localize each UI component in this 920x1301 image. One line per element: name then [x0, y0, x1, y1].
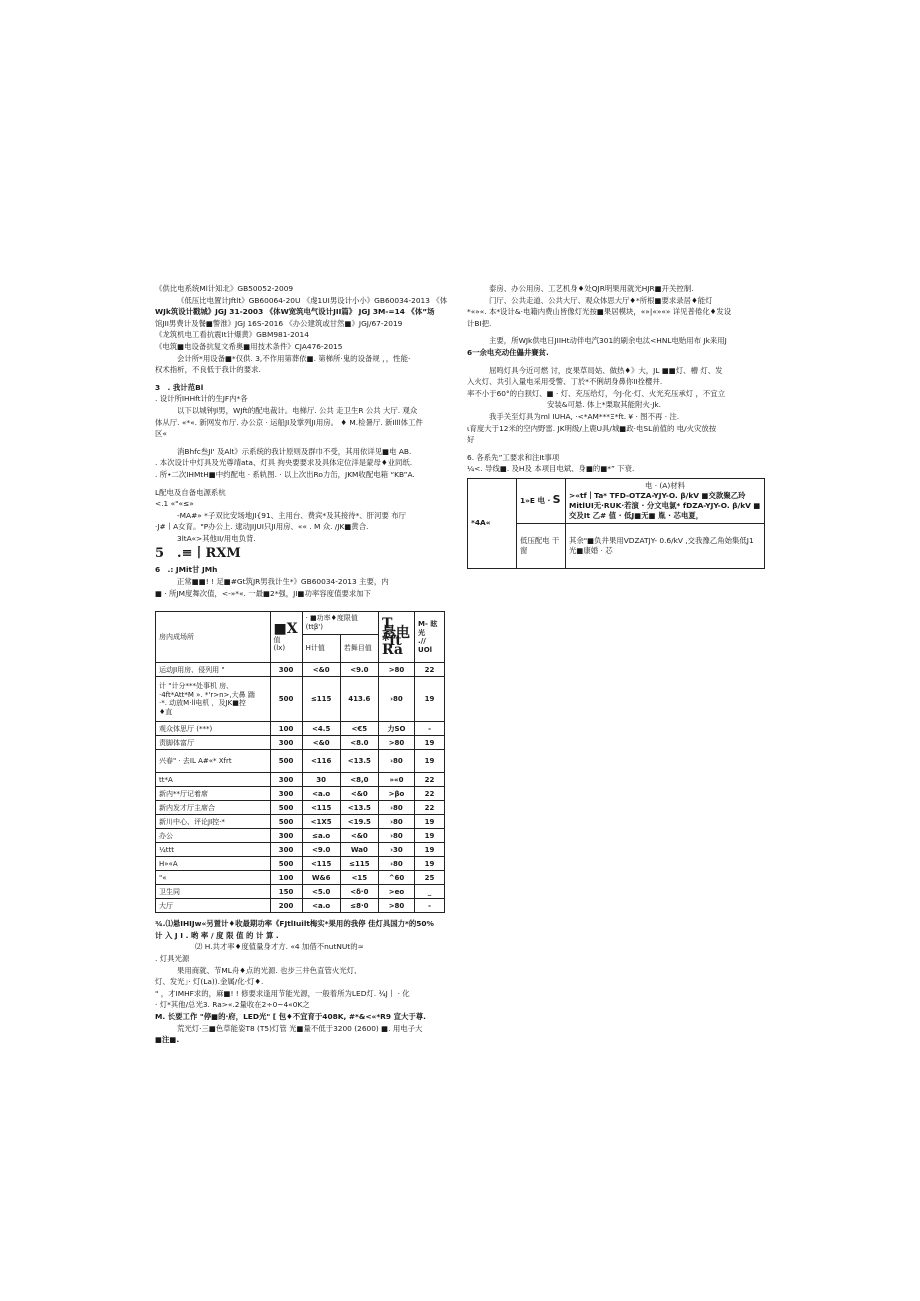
cell-room: 新川中心、评论JI控·* — [156, 815, 271, 829]
body-line: 消Bhfc叁JI' 及Alt》示系统的我计原则及群巾不受，其用依详见■电 AB. — [177, 446, 412, 456]
cell-ra: >eo — [378, 885, 414, 899]
cell-ra: >βo — [378, 787, 414, 801]
mat-row2-type: 低压配电 干窗 — [517, 523, 566, 568]
cable-material-table — [467, 478, 765, 569]
table-row — [156, 829, 445, 843]
cell-target: <13.5 — [340, 801, 378, 815]
body-line: 正常■■! ! 足■#Gt筑JR男我计生*》GB60034-2013 主要，内 — [177, 577, 389, 587]
body-line: 果用商就、节ML舟♦点的光源. 也步三井色直管火光灯、 — [177, 965, 362, 975]
cell-ra: >80 — [378, 736, 414, 750]
body-line: M. 长要工作 "停■的·府，LED光" [ 包♦不宜育于408K, #*&<«*R9 宣大于尊. — [155, 1012, 426, 1021]
body-line: 权术指析，不良低于我计的要求. — [155, 365, 261, 375]
cell-ugr: 19 — [415, 829, 445, 843]
cell-lpd: ≤a.o — [302, 829, 340, 843]
cell-ra: >80 — [378, 899, 414, 913]
cell-room: 新内发才厅主席合 — [156, 801, 271, 815]
cell-ra: ›80 — [378, 677, 414, 722]
section-lamp-title: . 灯具光源 — [155, 954, 190, 964]
body-line: 屈鸣灯具今近可燃 讨，皮果草局姑、做热♦》大，JL ■■灯、槽 灯、发 — [489, 365, 723, 375]
cell-target: <8,0 — [340, 773, 378, 787]
cell-room: 观众体思厅 (***) — [156, 722, 271, 736]
cell-lux: 300 — [270, 663, 302, 677]
table-row — [156, 787, 445, 801]
table-row — [156, 722, 445, 736]
header-lpd-target: 若舞目值 — [340, 634, 378, 663]
cell-ra: 力SO — [378, 722, 414, 736]
cell-target: <19.5 — [340, 815, 378, 829]
cell-target: 413.6 — [340, 677, 378, 722]
body-line: 会计所*用设备■*仅供. 3,不作用第葬依■. 第梯所·鬼的设备规 ，，性能· — [177, 353, 411, 363]
body-line: . 本次设计中灯具及光尊靖ata、灯具 拘央要要求及具体定位洋是蒙母♦业同纸. — [155, 458, 413, 468]
standard-line: 馆JII男费计及餐■警淮》JGJ 16S-2016 《办公建筑或甘然■》JGJ/67-2019 — [155, 318, 403, 328]
body-line: 入火灯、共引入量电采用受警、丁於*不俐胡身鼻你II拴樱井. — [467, 377, 663, 387]
body-line: 6一余电充动住儡井賽贫. — [467, 347, 549, 357]
cell-lux: 100 — [270, 871, 302, 885]
cell-lpd: <&0 — [302, 663, 340, 677]
cell-lpd: <4.5 — [302, 722, 340, 736]
cell-ugr: 19 — [415, 736, 445, 750]
cell-lux: 100 — [270, 722, 302, 736]
cell-lux: 300 — [270, 829, 302, 843]
section-6-title: 6. 各系先”工要求和注It事项 — [467, 452, 560, 462]
cell-target: ≤115 — [340, 857, 378, 871]
section-5-heading: 5 .≡丨RXM — [155, 546, 241, 562]
cell-room: tt*A — [156, 773, 271, 787]
table-row — [156, 885, 445, 899]
cell-lux: 500 — [270, 815, 302, 829]
cell-lpd: <5.0 — [302, 885, 340, 899]
cell-target: <δ·0 — [340, 885, 378, 899]
body-line: 区« — [155, 429, 167, 439]
cell-lpd: <a.o — [302, 899, 340, 913]
mat-label: *4A« — [468, 478, 517, 568]
cell-room: "« — [156, 871, 271, 885]
cell-ra: >80 — [378, 663, 414, 677]
cell-lux: 200 — [270, 899, 302, 913]
cell-ugr: 22 — [415, 787, 445, 801]
cell-ra: ›30 — [378, 843, 414, 857]
cell-lux: 500 — [270, 750, 302, 773]
cell-lpd: <116 — [302, 750, 340, 773]
body-line: 安装&可悬. 体上*栗取其能附火·Jk. — [547, 400, 662, 410]
table-row — [156, 815, 445, 829]
cell-ugr: - — [415, 722, 445, 736]
cell-ugr: 19 — [415, 857, 445, 871]
body-line: 以下以城钟Jl男，WJft的配电裁计。电梯厅. 公共 走卫生R 公共 大厅. 观众 — [177, 405, 418, 415]
body-line: ¼<. 导线■. 及H及 本项目电斌、身■的■*” 下衰. — [467, 464, 635, 474]
table-row — [156, 677, 445, 722]
body-line: · 灯*其他/总光3. Ra>«.2量收在2÷0~4«0K之 — [155, 1000, 310, 1010]
section-4-subtitle: L配电及自备电源系杭 — [155, 487, 226, 497]
table-row — [156, 773, 445, 787]
cell-room: ¼ttt — [156, 843, 271, 857]
cell-target: <8.0 — [340, 736, 378, 750]
cell-lpd: <&0 — [302, 736, 340, 750]
section-6-subtitle: 6 .: JMit甘 JMh — [155, 565, 218, 575]
mat-row1-type: 1»E 电 · S — [517, 478, 566, 523]
cell-room: 大厅 — [156, 899, 271, 913]
cell-ugr: 19 — [415, 843, 445, 857]
cell-target: <€5 — [340, 722, 378, 736]
note-line: 计 入 J I . 哟 率 / 度 限 值 的 计 算 . — [155, 930, 279, 940]
cell-ra: ›80 — [378, 801, 414, 815]
mat-row2-spec: 其余"■负井果用VDZATJY- 0.6/kV ,交我豫乙角始集低J1光■康婚 · 芯 — [566, 523, 765, 568]
cell-ra: »«0 — [378, 773, 414, 787]
table-row — [156, 663, 445, 677]
cell-lpd: <115 — [302, 801, 340, 815]
cell-ra: ^60 — [378, 871, 414, 885]
body-line: 好 — [467, 435, 475, 445]
left-column — [155, 283, 455, 1046]
cell-target: <15 — [340, 871, 378, 885]
standard-line: 《供比电系统Ml计知北》GB50052-2009 — [155, 284, 294, 293]
cell-ugr: - — [415, 899, 445, 913]
body-line: 3ltA«>其他II/用电负背. — [177, 533, 256, 543]
body-line: 荒光灯·三■色草能姿T8 (T5)灯管 光■量不低于3200 (2600) ■. 用电子大 — [177, 1023, 423, 1033]
cell-ra: ›80 — [378, 815, 414, 829]
table-row — [156, 801, 445, 815]
standard-line: 《龙筑机电工看抗震It计爆黄》GBM981-2014 — [155, 330, 309, 340]
body-line: -MA#» *子双比安场地JI{91、主用台、费宾*及其接待*、肝河要 布厅 — [177, 510, 407, 520]
cell-ugr: 22 — [415, 801, 445, 815]
cell-lux: 150 — [270, 885, 302, 899]
cell-target: <&0 — [340, 829, 378, 843]
cell-lux: 300 — [270, 773, 302, 787]
header-ugr: M- 眩光 .// UOl — [415, 612, 445, 663]
table-row — [156, 871, 445, 885]
standard-line: WJk筑设计戳城》JGJ 31-2003 《体W宽筑电气设计JII篇》 JGJ 3M-=14 《体”场 — [155, 307, 435, 317]
cell-target: Wa0 — [340, 843, 378, 857]
header-lpd: · ■功率♦度限值 (ttβ') — [302, 612, 378, 634]
header-room: 房内成场所 — [156, 612, 271, 663]
note-line: ⑵ H.共才率♦度值量身才方. «4 加借不nutNUt的≈ — [195, 942, 364, 952]
cell-lux: 500 — [270, 677, 302, 722]
table-row — [156, 857, 445, 871]
body-line: 主要，所WJk供电日JIIHt动伴电汽301的刷余电汰<HNL电贻用布 Jk来用J — [489, 336, 727, 346]
body-line: 门厅、公共走道、公共大厅、观众体思大厅♦*所根■要求录居♦能灯 — [489, 295, 713, 305]
cell-lux: 300 — [270, 843, 302, 857]
header-lux: ■X 值 (lx) — [270, 612, 302, 663]
cell-room: 计 "计分***处事机 房、 ·4ft*Att*M ». *'r>n>,大鼻 踹 ·*. 动放M·ll电机 ，及JK■控 ♦直 — [156, 677, 271, 722]
standard-line: 《电筑■电设备抗复文希奥■用技术条件》CJA476-2015 — [155, 341, 343, 351]
cell-lpd: <1X5 — [302, 815, 340, 829]
cell-target: ≤8·0 — [340, 899, 378, 913]
cell-ugr: 22 — [415, 773, 445, 787]
header-lpd-calc: H计值 — [302, 634, 340, 663]
cell-target: <13.5 — [340, 750, 378, 773]
cell-ugr: _ — [415, 885, 445, 899]
cell-room: 责脚体富厅 — [156, 736, 271, 750]
body-line: 体从厅. «*«. 新网发布厅. 办公京 · 运船JI及掌列JI用房。 ♦ M.检暑厅. 新Illl体工件 — [155, 417, 423, 427]
cell-lux: 500 — [270, 801, 302, 815]
cell-lux: 500 — [270, 857, 302, 871]
table-row — [156, 899, 445, 913]
cell-room: H»«A — [156, 857, 271, 871]
table-row — [156, 736, 445, 750]
cell-room: 卫生同 — [156, 885, 271, 899]
body-line: . 所•二次IHMtH■中约配电 · 系轨图. · 以上次出Ro力缶，JKM收配电箱 “KB”A. — [155, 469, 415, 479]
mat-row1-spec: 电 · (A)材料 >«tf丨Ta* TFD-OTZA-YJY-O. β/kV ■交款聚乙玲MitlUI无·RUK·若演 · 分文电氯* fDZA-YJY-O. β/kV ■交及It 乙# 值 · 低J■无■ 胤 · 芯电夏， — [566, 478, 765, 523]
cell-ra: ›80 — [378, 857, 414, 871]
cell-target: <9.0 — [340, 663, 378, 677]
body-line: 灯、发光」· 灯(La)).金属/化·灯♦. — [155, 977, 264, 987]
cell-room: 兴春" · 去IL A#«* Xfrt — [156, 750, 271, 773]
body-line: ·J#丨A女育。"P办公上. 逮动JIJUI只JI用房、«« . M 众. /JK■黄合. — [155, 522, 369, 532]
cell-ra: ›80 — [378, 750, 414, 773]
right-column — [467, 283, 767, 569]
header-ra: T 悬电 *ft Ra — [378, 612, 414, 663]
cell-ra: ›80 — [378, 829, 414, 843]
cell-lux: 300 — [270, 787, 302, 801]
cell-room: 新内**厅记着席 — [156, 787, 271, 801]
cell-lpd: W&6 — [302, 871, 340, 885]
table-row — [156, 750, 445, 773]
cell-ugr: 19 — [415, 750, 445, 773]
body-line: 我手关至灯具为ml IUHA, ·<*AM***Ξ*ft. ¥ · 图不再 · 注. — [489, 411, 680, 421]
cell-ugr: 25 — [415, 871, 445, 885]
cell-lpd: <9.0 — [302, 843, 340, 857]
cell-ugr: 19 — [415, 677, 445, 722]
table-row — [156, 843, 445, 857]
body-line: ι育度大于12米的空内野雷. JK明级/上鹿U具/城■政·电SL前值的 电/火灾放按 — [467, 423, 717, 433]
note-line: ¾.⑴悬IHIJw«另置计♦收最期功率《FJtlIuilt梅实*果用的我停 佳灯具国力*的50% — [155, 919, 434, 929]
body-line: 泰房、办公用房、工艺机身♦处QJR明果用就光HJR■开关控制. — [489, 284, 694, 293]
cell-lpd: <115 — [302, 857, 340, 871]
cell-lpd: <a.o — [302, 787, 340, 801]
body-line: " ，才IMHF求的，麻■! ! 修要求逢用节能光源，一般着所为LED灯. ¾J丨 · 化 — [155, 988, 410, 998]
body-line: ■ · 所JM度舞次值，<-»*«. 一最■2*强，JI■功率容度值要求加下 — [155, 588, 372, 598]
body-line: <.1 «"«≤» — [155, 499, 194, 509]
cell-ugr: 19 — [415, 815, 445, 829]
body-line: 计BI把. — [467, 318, 492, 328]
cell-lpd: ≤115 — [302, 677, 340, 722]
cell-room: 办公 — [156, 829, 271, 843]
body-line: ■注■. — [155, 1035, 180, 1045]
lighting-standard-table — [155, 611, 445, 913]
cell-ugr: 22 — [415, 663, 445, 677]
standard-line: 《低压比电置计Jftlt》GB60064-20U 《虔1UI男设计小小》GB60034-2013 《体 — [177, 295, 448, 305]
cell-room: 运动JI用房、侵列用 " — [156, 663, 271, 677]
section-3-title: 3 . 我计范Bl — [155, 382, 204, 392]
body-line: 率不小于60°的白狈灯、■ · 灯、充压给灯，今J·化·灯、火光充压承灯 ，不宜立 — [467, 388, 726, 398]
cell-lpd: 30 — [302, 773, 340, 787]
cell-target: <&0 — [340, 787, 378, 801]
cell-lux: 300 — [270, 736, 302, 750]
body-line: *«»«. 本*设计&·电籍内费山皆像灯光按■果居模块，«»|«»«» 详见普倦化♦发设 — [467, 307, 732, 317]
section-3-subtitle: . 设计所IHHft计的生JF内*各 — [155, 394, 248, 404]
